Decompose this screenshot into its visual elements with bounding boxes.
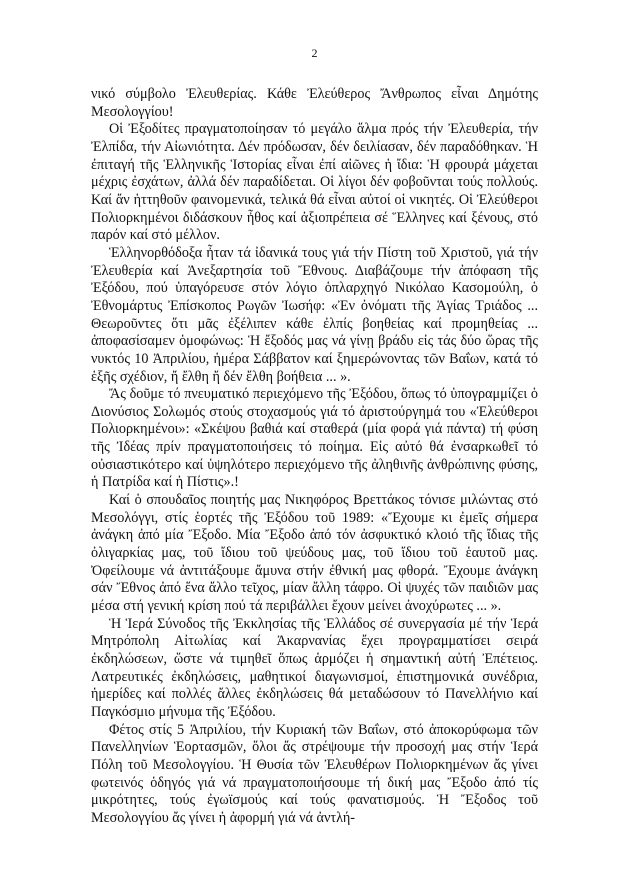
paragraph-palm-sunday: Φέτος στίς 5 Ἀπριλίου, τήν Κυριακή τῶν Βαΐων, στό ἀποκορύφωμα τῶν Πανελληνίων Ἑορτασμῶν, ὅλοι ἄς στρέψουμε τήν προσοχή μας στήν Ἱερά Πόλη τοῦ Μεσολογγίου. Ἡ Θυσία τῶν Ἐλευθέρων Πολιορκημένων ἄς γίνει φωτεινός ὁδηγός γιά νά πραγματοποιήσουμε τή δική μας Ἔξοδο ἀπό τίς μικρότητες, τούς ἐγωϊσμούς καί τούς φανατισμούς. Ἡ Ἔξοδος τοῦ Μεσολογγίου ἄς γίνει ἡ ἀφορμή γιά νά ἀντλή- <box>91 721 538 826</box>
page-number: 2 <box>311 46 318 60</box>
paragraph-vrettakos: Καί ὁ σπουδαῖος ποιητής μας Νικηφόρος Βρεττάκος τόνισε μιλώντας στό Μεσολόγγι, στίς ἑορτές τῆς Ἐξόδου τοῦ 1989: «Ἔχουμε κι ἐμεῖς σήμερα ἀνάγκη ἀπό μία Ἔξοδο. Μία Ἔξοδο ἀπό τόν ἀσφυκτικό κλοιό τῆς ἴδιας τῆς ὀλιγαρκίας μας, τοῦ ἴδιου τοῦ ψεύδους μας, τοῦ ἴδιου τοῦ ἑαυτοῦ μας. Ὀφείλουμε νά ἀντιτάξουμε ἄμυνα στήν ἐθνική μας φθορά. Ἔχουμε ἀνάγκη σάν Ἔθνος ἀπό ἕνα ἄλλο τεῖχος, μίαν ἄλλη τάφρο. Οἱ ψυχές τῶν παιδιῶν μας μέσα στή γενική κρίση πού τά περιβάλλει ἔχουν μείνει ἀνοχύρωτες ... ». <box>91 492 538 615</box>
paragraph-holy-synod: Ἡ Ἱερά Σύνοδος τῆς Ἐκκλησίας τῆς Ἑλλάδος σέ συνεργασία μέ τήν Ἱερά Μητρόπολη Αἰτωλίας καί Ἀκαρνανίας ἔχει προγραμματίσει σειρά ἐκδηλώσεων, ὥστε νά τιμηθεῖ ὅπως ἁρμόζει ἡ σημαντική αὐτή Ἐπέτειος. Λατρευτικές ἐκδηλώσεις, μαθητικοί διαγωνισμοί, ἐπιστημονικά συνέδρια, ἡμερίδες καί πολλές ἄλλες ἐκδηλώσεις θά μεταδώσουν τό Πανελλήνιο καί Παγκόσμιο μήνυμα τῆς Ἐξόδου. <box>91 615 538 720</box>
paragraph-solomos: Ἄς δοῦμε τό πνευματικό περιεχόμενο τῆς Ἐξόδου, ὅπως τό ὑπογραμμίζει ὁ Διονύσιος Σολωμός στούς στοχασμούς γιά τό ἀριστούργημά του «Ἐλεύθεροι Πολιορκημένοι»: «Σκέψου βαθιά καί σταθερά (μία φορά γιά πάντα) τή φύση τῆς Ἰδέας πρίν πραγματοποιήσεις τό ποίημα. Εἰς αὐτό θά ἐνσαρκωθεῖ τό οὐσιαστικότερο καί ὑψηλότερο περιεχόμενο τῆς ἀληθινῆς ἀνθρώπινης φύσης, ἡ Πατρίδα καί ἡ Πίστις».! <box>91 386 538 491</box>
paragraph-exodites: Οἱ Ἐξοδίτες πραγματοποίησαν τό μεγάλο ἅλμα πρός τήν Ἐλευθερία, τήν Ἐλπίδα, τήν Αἰωνιότητα. Δέν πρόδωσαν, δέν δειλίασαν, δέν παραδόθηκαν. Ἡ ἐπιταγή τῆς Ἑλληνικῆς Ἱστορίας εἶναι ἐπί αἰῶνες ἡ ἴδια: Ἡ φρουρά μάχεται μέχρις ἐσχάτων, ἀλλά δέν παραδίδεται. Οἱ λίγοι δέν φοβοῦνται τούς πολλούς. Καί ἄν ἡττηθοῦν φαινομενικά, τελικά θά εἶναι αὐτοί οἱ νικητές. Οἱ Ἐλεύθεροι Πολιορκημένοι διδάσκουν ἦθος καί ἀξιοπρέπεια σέ Ἕλληνες καί ξένους, στό παρόν καί στό μέλλον. <box>91 121 538 244</box>
paragraph-continuation: νικό σύμβολο Ἐλευθερίας. Κάθε Ἐλεύθερος Ἄνθρωπος εἶναι Δημότης Μεσολογγίου! <box>91 86 538 120</box>
paragraph-ideals: Ἑλληνορθόδοξα ἦταν τά ἰδανικά τους γιά τήν Πίστη τοῦ Χριστοῦ, γιά τήν Ἐλευθερία καί Ἀνεξαρτησία τοῦ Ἔθνους. Διαβάζουμε τήν ἀπόφαση τῆς Ἐξόδου, πού ὑπαγόρευσε στόν λόγιο ὁπλαρχηγό Νικόλαο Κασομούλη, ὁ Ἐθνομάρτυς Ἐπίσκοπος Ρωγῶν Ἰωσήφ: «Ἐν ὀνόματι τῆς Ἁγίας Τριάδος ... Θεωροῦντες ὅτι μᾶς ἐξέλιπεν κάθε ἐλπίς βοηθείας καί προμηθείας ... ἀποφασίσαμεν ὁμοφώνως: Ἡ ἔξοδός μας νά γίνῃ βράδυ εἰς τάς δύο ὥρας τῆς νυκτός 10 Ἀπριλίου, ἡμέρα Σάββατον καί ξημερώνοντας τῶν Βαΐων, κατά τό ἑξῆς σχέδιον, ἤ ἔλθη ἤ δέν ἔλθη βοήθεια ... ». <box>91 244 538 385</box>
